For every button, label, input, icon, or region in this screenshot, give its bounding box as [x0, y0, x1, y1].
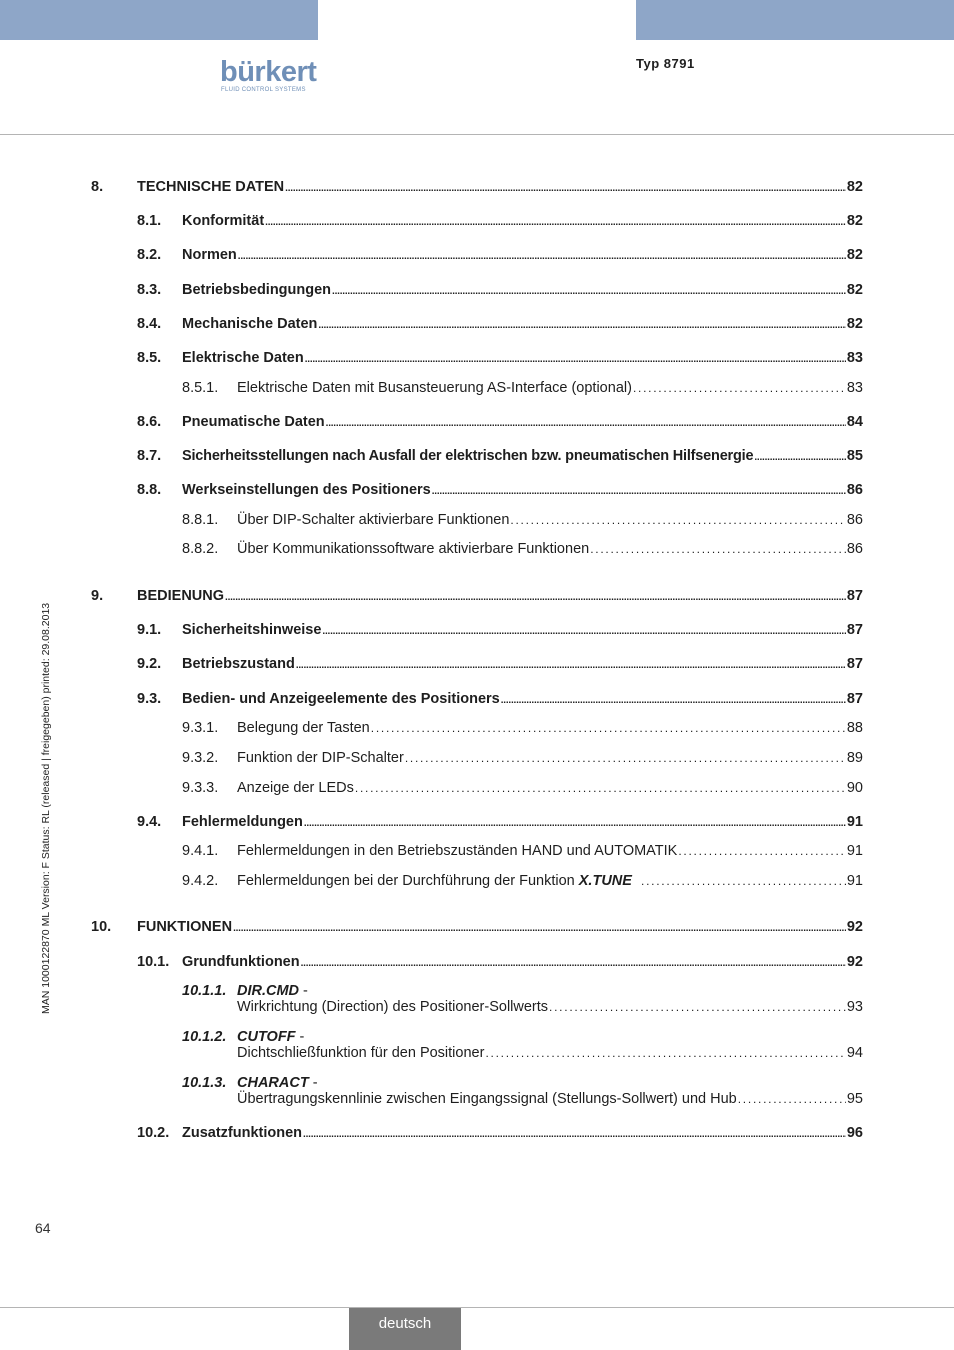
toc-entry[interactable] [0, 841, 954, 861]
toc-entry[interactable] [0, 280, 954, 300]
header-bar-right [636, 0, 954, 40]
toc-leader [485, 1043, 845, 1063]
toc-page: 86 [846, 512, 863, 528]
toc-leader [318, 314, 845, 336]
toc-entry[interactable] [0, 510, 954, 530]
toc-title: Fehlermeldungen [182, 814, 303, 830]
toc-leader [233, 917, 846, 939]
toc-number: 10.1.1. [182, 983, 227, 999]
toc-leader [633, 378, 846, 398]
toc-number: 9.3. [137, 691, 162, 707]
toc-number: 9.2. [137, 656, 162, 672]
toc-title: Konformität [182, 213, 265, 229]
toc-page: 87 [846, 588, 863, 604]
toc-number: 8.7. [137, 448, 162, 464]
toc-leader [238, 245, 846, 267]
toc-entry[interactable] [0, 314, 954, 334]
toc-leader [590, 539, 846, 559]
toc-entry[interactable] [0, 748, 954, 768]
toc-title: Fehlermeldungen bei der Durchführung der Funktion X.TUNE [237, 873, 632, 889]
toc-number: 9.4. [137, 814, 162, 830]
footer-divider [0, 1307, 954, 1308]
toc-leader [301, 952, 846, 974]
toc-page: 83 [846, 380, 863, 396]
toc-leader [322, 620, 845, 642]
toc-number: 9.3.1. [182, 720, 219, 736]
toc-number: 8.6. [137, 414, 162, 430]
toc-leader [304, 812, 846, 834]
function-name: X.TUNE [578, 873, 632, 889]
toc-leader [641, 871, 846, 891]
toc-entry[interactable] [0, 245, 954, 265]
toc-leader [501, 689, 846, 711]
toc-entry[interactable] [0, 689, 954, 709]
toc-leader [754, 446, 846, 468]
toc-number: 9.4.2. [182, 873, 219, 889]
toc-number: 9.3.2. [182, 750, 219, 766]
toc-entry[interactable] [0, 348, 954, 368]
toc-number: 10.2. [137, 1125, 170, 1141]
parameter-name: CUTOFF [237, 1029, 296, 1045]
toc-title: Übertragungskennlinie zwischen Eingangssignal (Stellungs-Sollwert) und Hub [237, 1091, 737, 1107]
toc-title: Pneumatische Daten [182, 414, 325, 430]
toc-number: 10. [91, 919, 112, 935]
separator: - [299, 983, 308, 999]
toc-number: 9.3.3. [182, 780, 219, 796]
toc-page: 85 [846, 448, 863, 464]
toc-title: FUNKTIONEN [137, 919, 233, 935]
toc-leader [678, 841, 846, 861]
toc-entry[interactable] [0, 997, 954, 1017]
toc-number: 8.8.2. [182, 541, 219, 557]
toc-page: 95 [846, 1091, 863, 1107]
toc-entry[interactable] [0, 1089, 954, 1109]
toc-page: 84 [846, 414, 863, 430]
toc-page: 94 [846, 1045, 863, 1061]
toc-leader [305, 348, 846, 370]
toc-title: Sicherheitshinweise [182, 622, 322, 638]
header-divider [0, 134, 954, 135]
toc-title: Fehlermeldungen in den Betriebszuständen HAND und AUTOMATIK [237, 843, 678, 859]
document-type: Typ 8791 [636, 56, 695, 71]
header-bar-left [0, 0, 318, 40]
toc-title: Sicherheitsstellungen nach Ausfall der elektrischen bzw. pneumatischen Hilfsenergie [182, 448, 754, 464]
page-number: 64 [35, 1220, 51, 1236]
parameter-name: CHARACT [237, 1075, 309, 1091]
toc-page: 82 [846, 213, 863, 229]
toc-page: 87 [846, 656, 863, 672]
toc-leader [326, 412, 846, 434]
toc-leader [510, 510, 845, 530]
toc-entry[interactable] [0, 620, 954, 640]
toc-title: Zusatzfunktionen [182, 1125, 303, 1141]
toc-number: 10.1. [137, 954, 170, 970]
toc-number: 8.4. [137, 316, 162, 332]
toc-leader [285, 177, 846, 199]
toc-title: Anzeige der LEDs [237, 780, 354, 796]
toc-title: Grundfunktionen [182, 954, 300, 970]
separator: - [308, 1075, 318, 1091]
language-tab: deutsch [349, 1308, 461, 1350]
toc-page: 93 [846, 999, 863, 1015]
toc-number: 9.4.1. [182, 843, 219, 859]
toc-page: 91 [846, 873, 863, 889]
toc-page: 82 [846, 282, 863, 298]
toc-entry[interactable] [0, 952, 954, 972]
toc-number: 8.8. [137, 482, 162, 498]
toc-page: 88 [846, 720, 863, 736]
toc-number: 8.2. [137, 247, 162, 263]
toc-entry[interactable] [0, 211, 954, 231]
toc-entry[interactable] [0, 917, 954, 937]
toc-entry[interactable] [0, 177, 954, 197]
toc-number: 8.5. [137, 350, 162, 366]
toc-leader [296, 654, 846, 676]
toc-number: 10.1.3. [182, 1075, 227, 1091]
document-status-sidebar: MAN 1000122870 ML Version: F Status: RL (released | freigegeben) printed: 29.08.2013 [40, 602, 52, 1014]
toc-title: Dichtschließfunktion für den Positioner [237, 1045, 485, 1061]
toc-page: 82 [846, 247, 863, 263]
toc-page: 96 [846, 1125, 863, 1141]
toc-leader [549, 997, 846, 1017]
toc-number: 10.1.2. [182, 1029, 227, 1045]
toc-leader [405, 748, 846, 768]
brand-tagline: FLUID CONTROL SYSTEMS [221, 87, 306, 93]
toc-entry[interactable] [0, 1043, 954, 1063]
toc-title: Betriebszustand [182, 656, 295, 672]
toc-page: 82 [846, 316, 863, 332]
toc-page: 91 [846, 814, 863, 830]
toc-page: 91 [846, 843, 863, 859]
toc-title: Bedien- und Anzeigeelemente des Positioners [182, 691, 500, 707]
toc-page: 82 [846, 179, 863, 195]
toc-title: Über Kommunikationssoftware aktivierbare Funktionen [237, 541, 590, 557]
toc-title: Betriebsbedingungen [182, 282, 332, 298]
toc-page: 92 [846, 954, 863, 970]
toc-leader [738, 1089, 846, 1109]
toc-title: BEDIENUNG [137, 588, 225, 604]
toc-page: 90 [846, 780, 863, 796]
toc-entry[interactable] [0, 480, 954, 500]
toc-entry[interactable] [0, 586, 954, 606]
toc-title: Belegung der Tasten [237, 720, 370, 736]
toc-leader [355, 778, 846, 798]
toc-title: TECHNISCHE DATEN [137, 179, 285, 195]
toc-page: 83 [846, 350, 863, 366]
toc-title: Elektrische Daten mit Busansteuerung AS-Interface (optional) [237, 380, 632, 396]
toc-title: Werkseinstellungen des Positioners [182, 482, 431, 498]
toc-title: Wirkrichtung (Direction) des Positioner-Sollwerts [237, 999, 549, 1015]
toc-entry[interactable] [0, 1123, 954, 1143]
toc-number: 8.3. [137, 282, 162, 298]
toc-title: Elektrische Daten [182, 350, 304, 366]
parameter-name: DIR.CMD [237, 983, 300, 999]
toc-title: Funktion der DIP-Schalter [237, 750, 404, 766]
toc-page: 92 [846, 919, 863, 935]
toc-leader [225, 586, 846, 608]
toc-number: 8.8.1. [182, 512, 219, 528]
toc-page: 89 [846, 750, 863, 766]
toc-entry[interactable] [0, 778, 954, 798]
toc-leader [432, 480, 846, 502]
toc-entry[interactable] [0, 812, 954, 832]
toc-leader [265, 211, 846, 233]
toc-number: 9. [91, 588, 104, 604]
toc-title: Mechanische Daten [182, 316, 318, 332]
brand-name: bürkert [220, 56, 317, 88]
toc-entry[interactable] [0, 446, 954, 466]
toc-entry[interactable] [0, 378, 954, 398]
separator: - [295, 1029, 305, 1045]
toc-entry[interactable] [0, 654, 954, 674]
toc-page: 87 [846, 622, 863, 638]
toc-entry[interactable] [0, 539, 954, 559]
brand-logo [220, 56, 320, 98]
toc-entry[interactable] [0, 412, 954, 432]
toc-leader [332, 280, 846, 302]
toc-number: 8.1. [137, 213, 162, 229]
toc-leader [371, 718, 846, 738]
toc-number: 8.5.1. [182, 380, 219, 396]
toc-entry[interactable] [0, 871, 954, 891]
toc-number: 9.1. [137, 622, 162, 638]
toc-title: Normen [182, 247, 237, 263]
toc-number: 8. [91, 179, 104, 195]
toc-entry[interactable] [0, 718, 954, 738]
toc-page: 86 [846, 541, 863, 557]
toc-leader [303, 1123, 846, 1145]
toc-page: 86 [846, 482, 863, 498]
toc-title: Über DIP-Schalter aktivierbare Funktionen [237, 512, 510, 528]
toc-page: 87 [846, 691, 863, 707]
